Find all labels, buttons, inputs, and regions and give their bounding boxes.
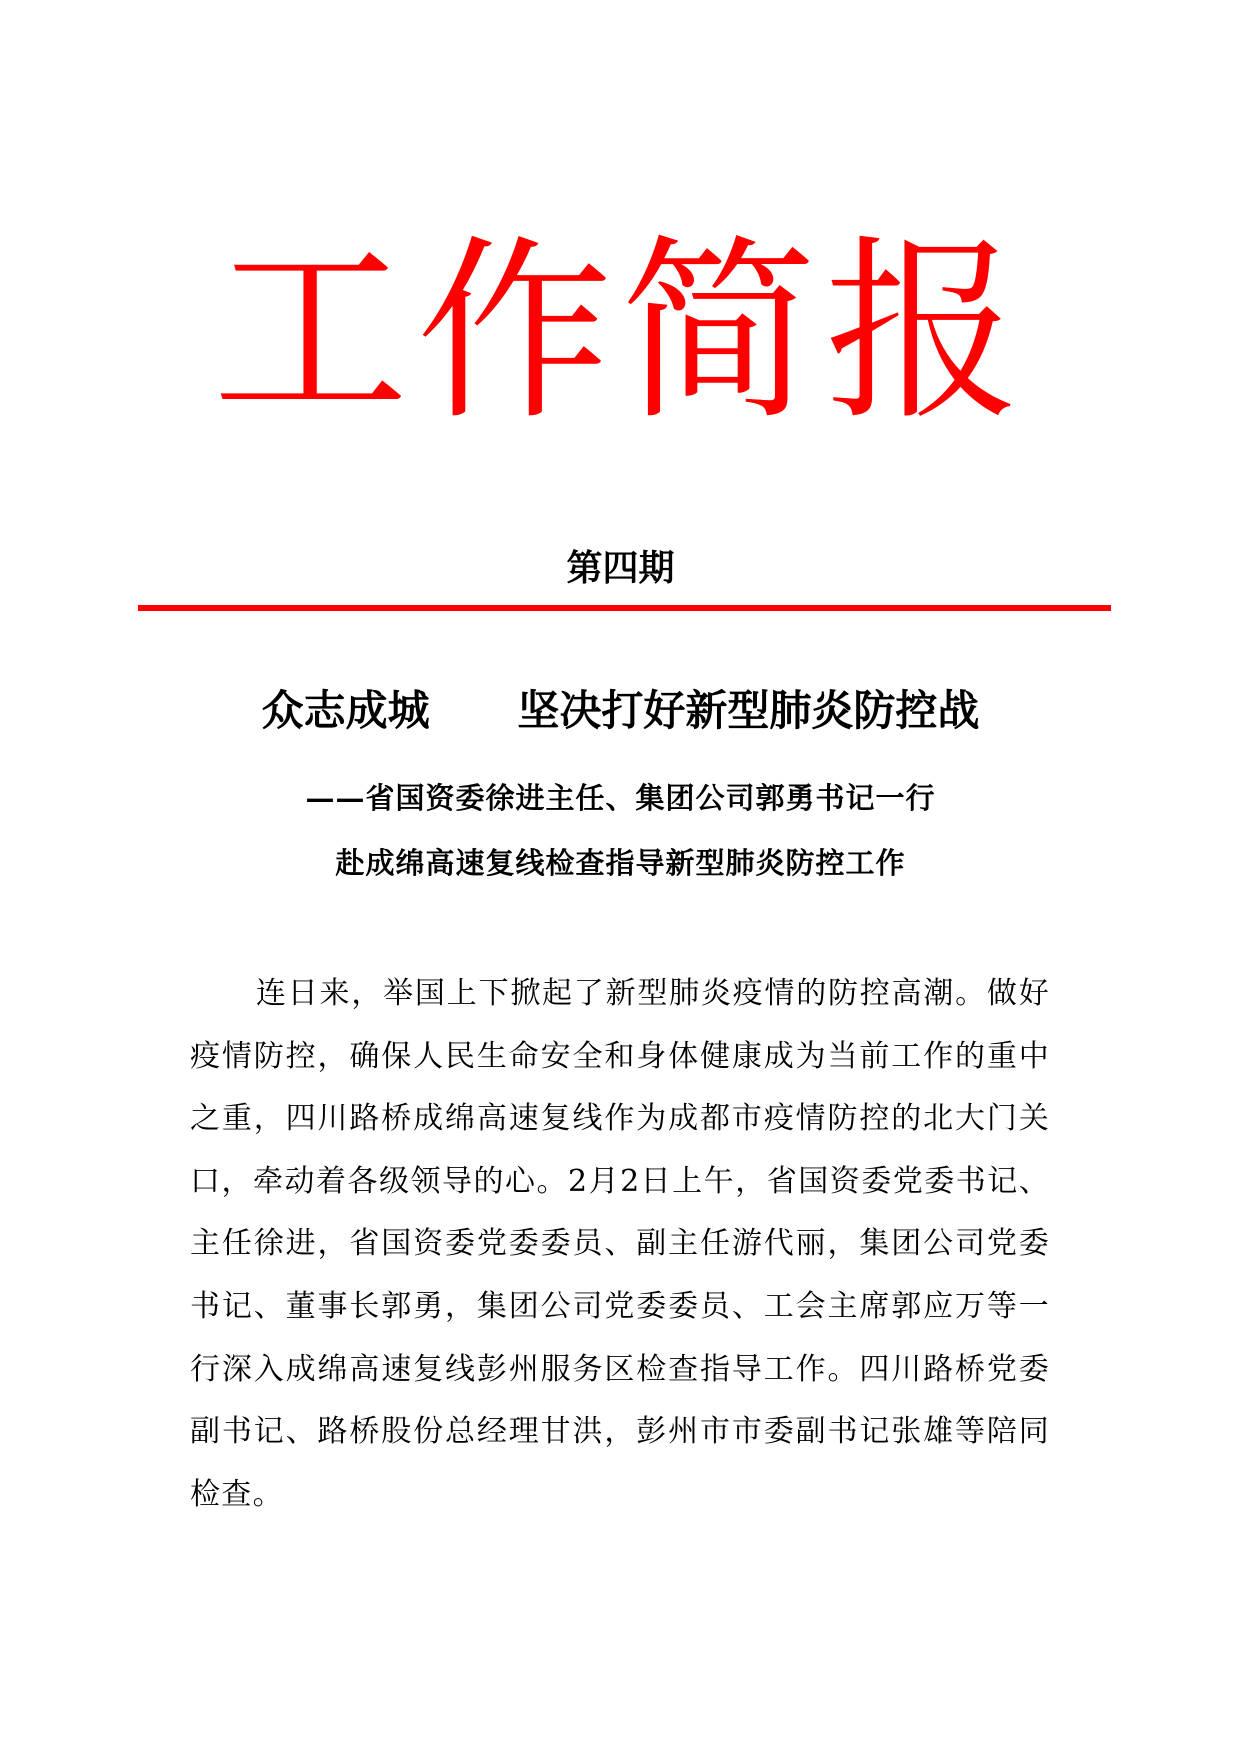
issue-number: 第四期 [566,547,675,589]
article-body-paragraph: 连日来，举国上下掀起了新型肺炎疫情的防控高潮。做好疫情防控，确保人民生命安全和身体健康成为当前工作的重中之重，四川路桥成绵高速复线作为成都市疫情防控的北大门关口，牵动着各级领导的心。2月2日上午，省国资委党委书记、主任徐进，省国资委党委委员、副主任游代丽，集团公司党委书记、董事长郭勇，集团公司党委委员、工会主席郭应万等一行深入成绵高速复线彭州服务区检查指导工作。四川路桥党委副书记、路桥股份总经理甘洪，彭州市市委副书记张雄等陪同检查。 [190,976,1050,1512]
red-separator-line [138,605,1111,611]
article-headline: 众志成城 坚决打好新型肺炎防控战 [261,686,980,735]
article-subhead-line-1: ——省国资委徐进主任、集团公司郭勇书记一行 [305,781,936,815]
article-subhead-line-2: 赴成绵高速复线检查指导新型肺炎防控工作 [335,846,906,880]
masthead-title: 工作简报 [212,219,1029,447]
